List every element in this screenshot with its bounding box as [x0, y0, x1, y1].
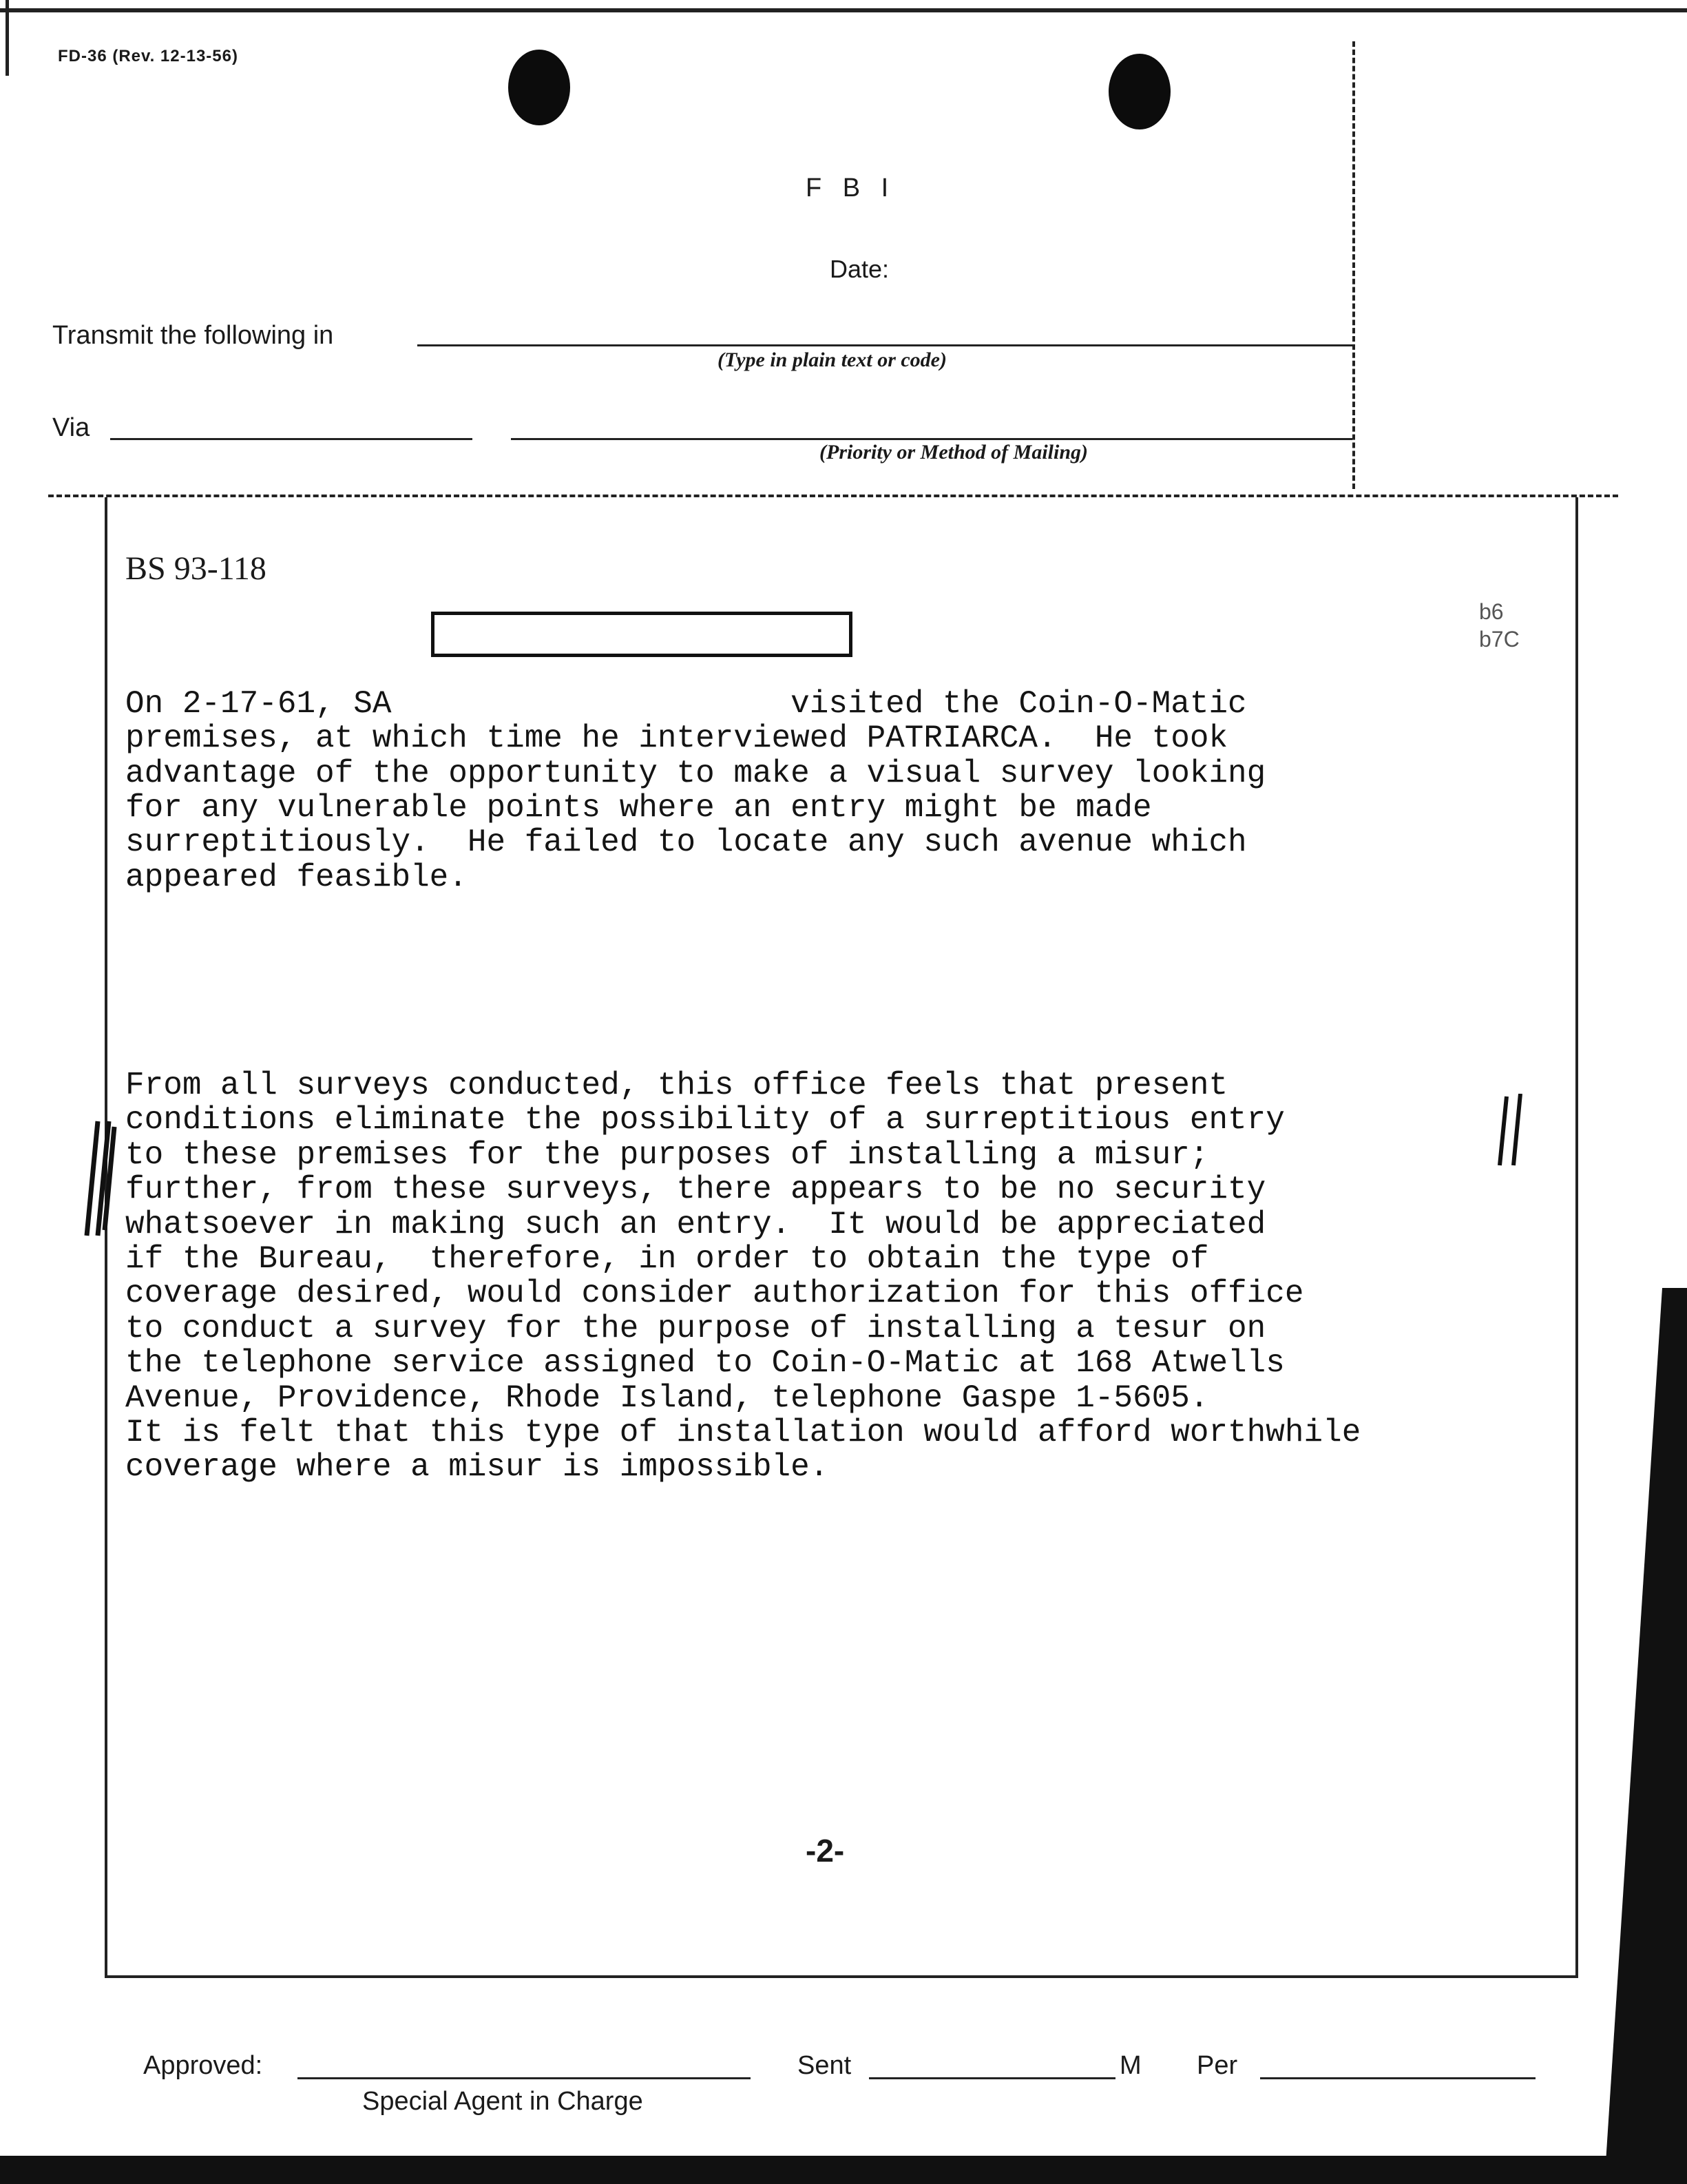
redaction-box — [431, 612, 852, 657]
exemption-b7c: b7C — [1479, 627, 1520, 652]
approved-sublabel: Special Agent in Charge — [362, 2087, 643, 2116]
paragraph-2: From all surveys conducted, this office feels that present conditions eliminate the possibility of a surreptitious entry to these premises for the purposes of installing a misur; further, from these surveys, there appears to be no security whatsoever in making such an entry. It would be appreciated if the Bureau, therefore, in order to obtain the type of coverage desired, would consider authorization for this office to conduct a survey for the purpose of installing a tesur on the telephone service assigned to Coin-O-Matic at 168 Atwells Avenue, Providence, Rhode Island, telephone Gaspe 1-5605. It is felt that this type of installation would afford worthwhile coverage where a misur is impossible. — [125, 1067, 1361, 1486]
per-label: Per — [1197, 2051, 1238, 2080]
handwritten-margin-mark-right — [1493, 1094, 1527, 1169]
handwritten-margin-mark-left — [77, 1120, 118, 1237]
transmit-label: Transmit the following in — [52, 321, 334, 350]
dashed-vertical-divider — [1352, 41, 1355, 489]
via-line-left — [110, 438, 472, 440]
via-label: Via — [52, 413, 90, 442]
left-edge-mark — [6, 0, 9, 76]
date-label: Date: — [830, 255, 890, 283]
via-hint: (Priority or Method of Mailing) — [819, 441, 1089, 464]
approved-label: Approved: — [143, 2051, 263, 2080]
bottom-scan-edge — [0, 2156, 1625, 2184]
punch-hole-left — [508, 50, 570, 125]
per-line — [1260, 2077, 1536, 2079]
approved-line — [297, 2077, 751, 2079]
via-line-right — [511, 438, 1352, 440]
page-number: -2- — [806, 1833, 845, 1869]
exemption-b6: b6 — [1479, 599, 1504, 624]
file-number: BS 93-118 — [125, 550, 266, 587]
form-number: FD-36 (Rev. 12-13-56) — [58, 47, 238, 65]
paragraph-spacer — [125, 964, 1537, 999]
scan-edge-shadow — [1604, 1288, 1687, 2184]
transmit-hint: (Type in plain text or code) — [717, 349, 947, 371]
sent-line — [869, 2077, 1115, 2079]
transmit-line — [417, 344, 1352, 346]
agency-title: F B I — [806, 174, 896, 202]
message-body — [125, 617, 1537, 1519]
m-label: M — [1120, 2051, 1142, 2080]
exemption-codes — [1479, 598, 1520, 653]
punch-hole-right — [1109, 54, 1171, 129]
sent-label: Sent — [797, 2051, 852, 2080]
paragraph-1: On 2-17-61, SA visited the Coin-O-Matic premises, at which time he interviewed PATRIARCA. He took advantage of the opportunity to make a visual survey looking for any vulnerable points where an entry might be made surreptitiously. He failed to locate any such avenue which appeared feasible. — [125, 685, 1266, 895]
top-border-rule — [0, 8, 1687, 12]
